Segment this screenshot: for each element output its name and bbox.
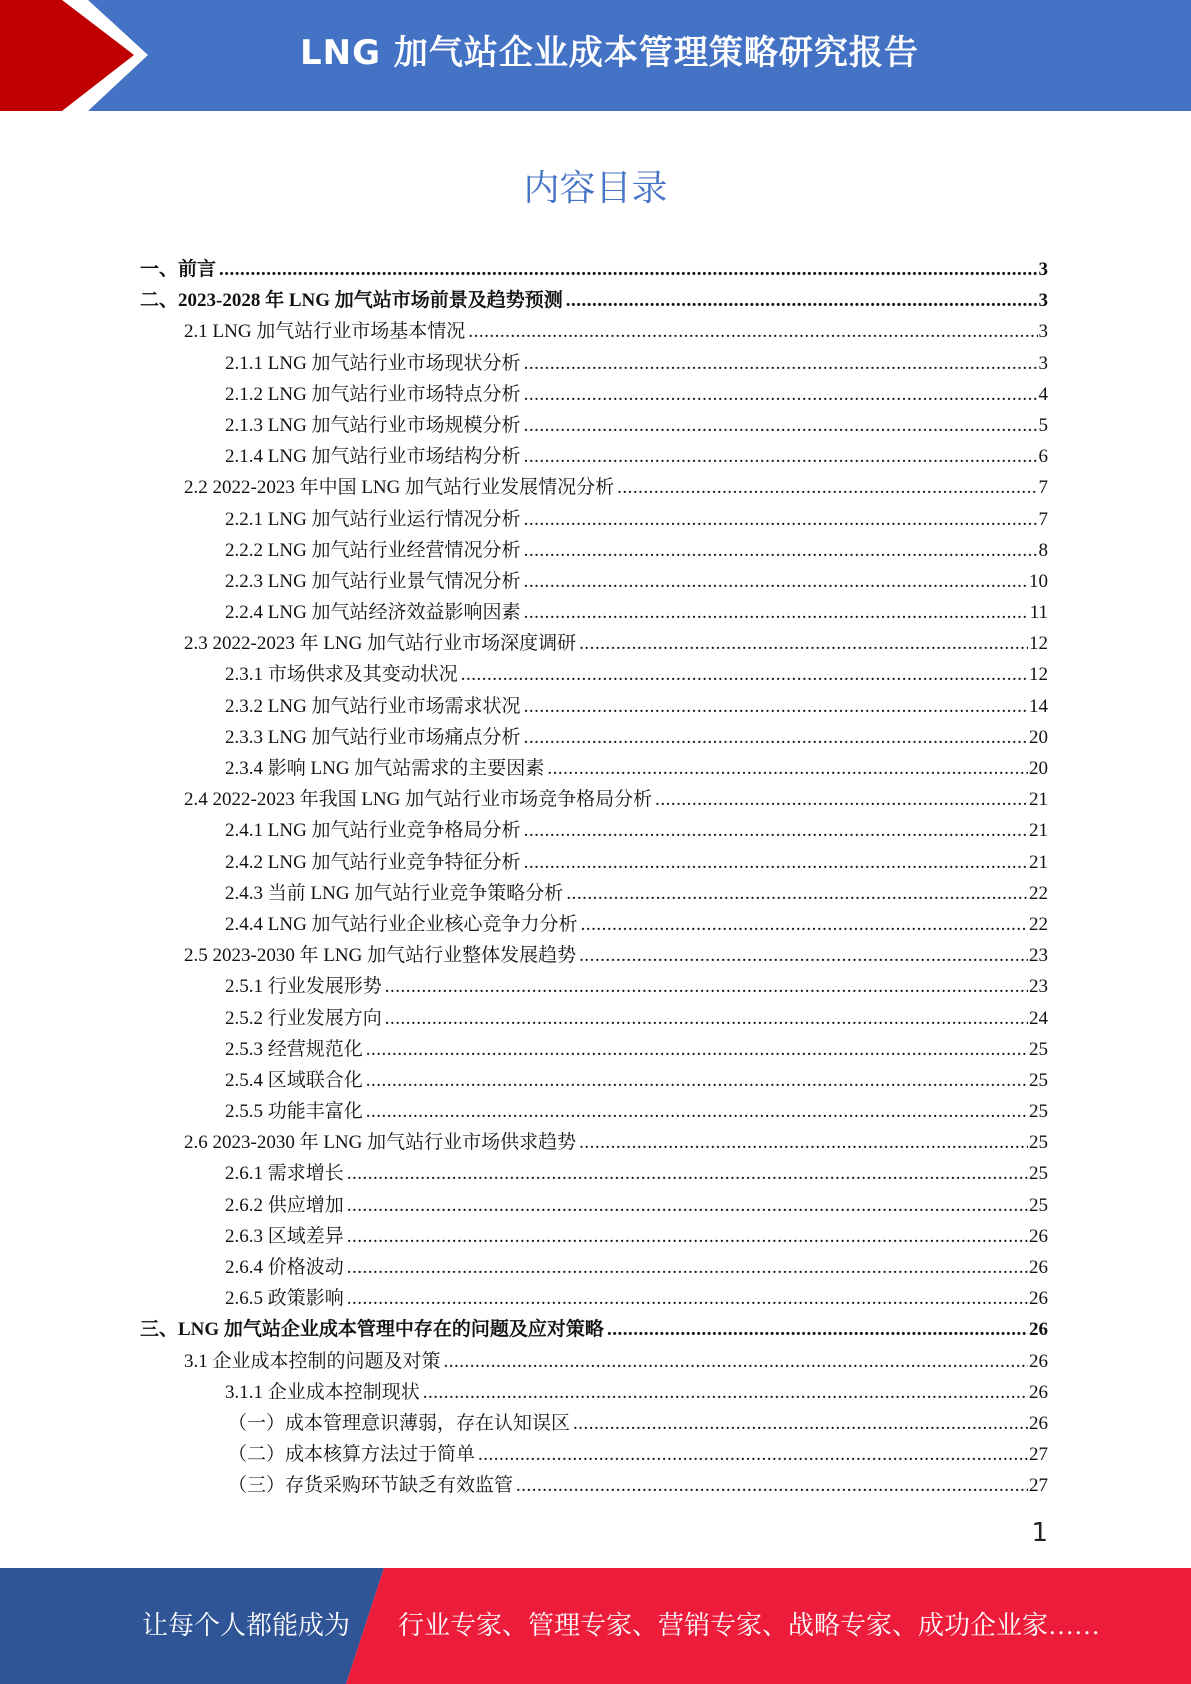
- toc-leader-dots: [524, 691, 1028, 722]
- toc-entry-label: 2.3.3 LNG 加气站行业市场痛点分析: [225, 726, 521, 748]
- toc-entry-label: 2.6.1 需求增长: [225, 1163, 344, 1185]
- toc-leader-dots: [579, 1127, 1028, 1158]
- toc-entry[interactable]: [140, 1221, 1048, 1252]
- toc-leader-dots: [566, 878, 1028, 909]
- toc-leader-dots: [347, 1252, 1028, 1283]
- toc-leader-dots: [524, 566, 1028, 597]
- toc-entry[interactable]: [140, 1314, 1048, 1345]
- toc-entry-page: 8: [1038, 539, 1048, 561]
- toc-entry-label: 2.1.4 LNG 加气站行业市场结构分析: [225, 446, 521, 468]
- table-of-contents: [140, 254, 1048, 1502]
- toc-leader-dots: [581, 909, 1028, 940]
- toc-leader-dots: [347, 1221, 1028, 1252]
- toc-entry-page: 20: [1029, 726, 1048, 748]
- toc-entry-label: 2.3 2022-2023 年 LNG 加气站行业市场深度调研: [184, 633, 577, 655]
- toc-entry-label: 3.1.1 企业成本控制现状: [225, 1381, 420, 1403]
- toc-leader-dots: [444, 1346, 1028, 1377]
- toc-entry[interactable]: [140, 1283, 1048, 1314]
- toc-entry-page: 22: [1029, 913, 1048, 935]
- toc-entry-page: 21: [1029, 820, 1048, 842]
- toc-entry-label: 2.6.5 政策影响: [225, 1288, 344, 1310]
- toc-entry-label: 2.2.4 LNG 加气站经济效益影响因素: [225, 602, 521, 624]
- toc-entry[interactable]: [140, 1096, 1048, 1127]
- toc-entry[interactable]: [140, 566, 1048, 597]
- toc-entry[interactable]: [140, 753, 1048, 784]
- toc-leader-dots: [524, 348, 1038, 379]
- toc-entry-label: 2.5 2023-2030 年 LNG 加气站行业整体发展趋势: [184, 945, 577, 967]
- toc-entry-label: 2.2 2022-2023 年中国 LNG 加气站行业发展情况分析: [184, 477, 615, 499]
- toc-entry-label: 2.6 2023-2030 年 LNG 加气站行业市场供求趋势: [184, 1132, 577, 1154]
- toc-entry-label: 2.1.1 LNG 加气站行业市场现状分析: [225, 352, 521, 374]
- toc-entry-page: 11: [1029, 602, 1048, 624]
- toc-leader-dots: [468, 316, 1037, 347]
- toc-entry[interactable]: [140, 815, 1048, 846]
- toc-entry[interactable]: [140, 410, 1048, 441]
- toc-heading: 内容目录: [523, 168, 668, 209]
- toc-entry-label: 3.1 企业成本控制的问题及对策: [184, 1350, 441, 1372]
- toc-leader-dots: [347, 1158, 1028, 1189]
- toc-entry[interactable]: [140, 1439, 1048, 1470]
- toc-entry-label: 2.6.2 供应增加: [225, 1194, 344, 1216]
- toc-entry[interactable]: [140, 628, 1048, 659]
- toc-entry-page: 26: [1029, 1350, 1048, 1372]
- toc-entry-label: 2.4.4 LNG 加气站行业企业核心竞争力分析: [225, 913, 578, 935]
- toc-entry[interactable]: [140, 316, 1048, 347]
- toc-entry-page: 25: [1029, 1163, 1048, 1185]
- toc-leader-dots: [524, 535, 1038, 566]
- toc-leader-dots: [524, 441, 1038, 472]
- toc-leader-dots: [524, 722, 1028, 753]
- toc-entry-label: 2.3.4 影响 LNG 加气站需求的主要因素: [225, 758, 545, 779]
- toc-entry-page: 26: [1029, 1257, 1048, 1278]
- toc-entry[interactable]: [140, 1377, 1048, 1408]
- toc-entry[interactable]: [140, 1065, 1048, 1096]
- toc-leader-dots: [478, 1439, 1028, 1470]
- toc-entry-page: 27: [1029, 1475, 1048, 1497]
- toc-leader-dots: [547, 753, 1028, 784]
- toc-entry[interactable]: [140, 441, 1048, 472]
- toc-entry-page: 26: [1029, 1412, 1048, 1434]
- toc-leader-dots: [423, 1377, 1028, 1408]
- toc-leader-dots: [617, 472, 1037, 503]
- toc-leader-dots: [219, 254, 1037, 285]
- toc-entry-label: 2.4.3 当前 LNG 加气站行业竞争策略分析: [225, 882, 564, 904]
- toc-entry-label: （二）成本核算方法过于简单: [228, 1444, 476, 1466]
- footer-banner: [0, 1568, 1191, 1684]
- toc-entry-page: 4: [1038, 383, 1048, 405]
- toc-entry-label: 2.6.3 区域差异: [225, 1225, 344, 1247]
- toc-entry-page: 10: [1029, 570, 1048, 592]
- toc-entry-page: 27: [1029, 1444, 1048, 1466]
- toc-entry-page: 26: [1029, 1288, 1048, 1310]
- toc-leader-dots: [524, 379, 1038, 410]
- report-title: LNG 加气站企业成本管理策略研究报告: [300, 33, 919, 73]
- toc-entry[interactable]: [140, 1034, 1048, 1065]
- toc-entry-page: 26: [1029, 1381, 1048, 1403]
- toc-leader-dots: [347, 1190, 1028, 1221]
- toc-entry[interactable]: [140, 1408, 1048, 1439]
- toc-entry[interactable]: [140, 1003, 1048, 1034]
- toc-leader-dots: [524, 504, 1038, 535]
- toc-entry-label: 2.5.4 区域联合化: [225, 1069, 363, 1091]
- toc-entry-label: 2.2.1 LNG 加气站行业运行情况分析: [225, 508, 521, 530]
- toc-entry-label: 2.5.5 功能丰富化: [225, 1101, 363, 1123]
- toc-entry-label: 2.1.2 LNG 加气站行业市场特点分析: [225, 383, 521, 405]
- toc-entry-label: 2.5.3 经营规范化: [225, 1038, 363, 1060]
- toc-entry[interactable]: [140, 1470, 1048, 1501]
- toc-leader-dots: [385, 1003, 1028, 1034]
- toc-entry-label: 二、2023-2028 年 LNG 加气站市场前景及趋势预测: [140, 290, 563, 312]
- toc-entry[interactable]: [140, 940, 1048, 971]
- toc-entry-label: 2.4.2 LNG 加气站行业竞争特征分析: [225, 851, 521, 873]
- toc-leader-dots: [524, 815, 1028, 846]
- toc-entry-label: 2.4 2022-2023 年我国 LNG 加气站行业市场竞争格局分析: [184, 789, 653, 811]
- toc-entry-page: 3: [1038, 352, 1048, 374]
- header-banner: [0, 0, 1191, 111]
- toc-entry-page: 3: [1038, 259, 1048, 280]
- toc-entry-page: 22: [1029, 882, 1048, 904]
- toc-entry-page: 25: [1029, 1194, 1048, 1216]
- toc-leader-dots: [524, 597, 1029, 628]
- footer-slogan-left: 让每个人都能成为: [142, 1611, 351, 1640]
- toc-entry-label: 2.4.1 LNG 加气站行业竞争格局分析: [225, 820, 521, 842]
- toc-entry-page: 21: [1029, 851, 1048, 873]
- toc-entry[interactable]: [140, 472, 1048, 503]
- toc-entry-label: 2.2.3 LNG 加气站行业景气情况分析: [225, 570, 521, 592]
- toc-entry-page: 25: [1029, 1069, 1048, 1091]
- toc-entry[interactable]: [140, 504, 1048, 535]
- toc-entry-label: 2.3.1 市场供求及其变动状况: [225, 664, 458, 686]
- toc-entry-page: 24: [1029, 1007, 1048, 1029]
- toc-entry-label: 2.3.2 LNG 加气站行业市场需求状况: [225, 695, 521, 717]
- toc-entry[interactable]: [140, 1252, 1048, 1283]
- toc-entry-page: 7: [1038, 477, 1048, 499]
- toc-entry-page: 12: [1029, 664, 1048, 686]
- page-number: 1: [1031, 1518, 1048, 1548]
- toc-entry-label: 2.1 LNG 加气站行业市场基本情况: [184, 321, 466, 343]
- footer-slogan-right: 行业专家、管理专家、营销专家、战略专家、成功企业家……: [398, 1611, 1101, 1640]
- toc-entry[interactable]: [140, 254, 1048, 285]
- toc-entry-page: 26: [1029, 1225, 1048, 1247]
- toc-entry[interactable]: [140, 659, 1048, 690]
- toc-leader-dots: [385, 971, 1028, 1002]
- toc-leader-dots: [366, 1096, 1028, 1127]
- toc-entry[interactable]: [140, 909, 1048, 940]
- toc-leader-dots: [566, 285, 1038, 316]
- toc-entry[interactable]: [140, 379, 1048, 410]
- toc-entry-label: 2.5.2 行业发展方向: [225, 1007, 382, 1029]
- toc-entry[interactable]: [140, 535, 1048, 566]
- toc-entry[interactable]: [140, 1190, 1048, 1221]
- toc-entry[interactable]: [140, 722, 1048, 753]
- toc-entry[interactable]: [140, 597, 1048, 628]
- toc-entry-page: 23: [1029, 976, 1048, 998]
- toc-entry-label: 2.1.3 LNG 加气站行业市场规模分析: [225, 414, 521, 436]
- toc-entry[interactable]: [140, 348, 1048, 379]
- toc-entry-page: 12: [1029, 633, 1048, 655]
- toc-entry[interactable]: [140, 878, 1048, 909]
- toc-entry-page: 25: [1029, 1038, 1048, 1060]
- toc-entry-page: 20: [1029, 758, 1048, 779]
- toc-entry-label: 一、前言: [140, 259, 217, 280]
- toc-entry[interactable]: [140, 1158, 1048, 1189]
- toc-entry[interactable]: [140, 784, 1048, 815]
- toc-entry[interactable]: [140, 1346, 1048, 1377]
- toc-entry-label: 2.2.2 LNG 加气站行业经营情况分析: [225, 539, 521, 561]
- toc-entry-label: 2.6.4 价格波动: [225, 1257, 344, 1278]
- toc-leader-dots: [516, 1470, 1028, 1501]
- toc-leader-dots: [366, 1034, 1028, 1065]
- toc-leader-dots: [461, 659, 1028, 690]
- toc-leader-dots: [524, 410, 1038, 441]
- toc-leader-dots: [573, 1408, 1028, 1439]
- toc-leader-dots: [347, 1283, 1028, 1314]
- toc-entry-label: （三）存货采购环节缺乏有效监管: [228, 1475, 514, 1497]
- toc-entry[interactable]: [140, 847, 1048, 878]
- toc-entry-page: 3: [1038, 321, 1048, 343]
- toc-entry-label: （一）成本管理意识薄弱，存在认知误区: [228, 1412, 571, 1434]
- toc-entry[interactable]: [140, 1127, 1048, 1158]
- toc-entry-page: 7: [1038, 508, 1048, 530]
- toc-entry[interactable]: [140, 691, 1048, 722]
- toc-leader-dots: [366, 1065, 1028, 1096]
- toc-leader-dots: [579, 628, 1028, 659]
- toc-entry-page: 21: [1029, 789, 1048, 811]
- toc-entry[interactable]: [140, 285, 1048, 316]
- toc-entry-page: 25: [1029, 1132, 1048, 1154]
- toc-leader-dots: [655, 784, 1028, 815]
- toc-entry-label: 2.5.1 行业发展形势: [225, 976, 382, 998]
- toc-entry-page: 5: [1038, 414, 1048, 436]
- toc-entry-page: 25: [1029, 1101, 1048, 1123]
- toc-entry-label: 三、LNG 加气站企业成本管理中存在的问题及应对策略: [140, 1319, 604, 1341]
- toc-entry-page: 3: [1038, 290, 1048, 312]
- toc-entry-page: 14: [1029, 695, 1048, 717]
- toc-leader-dots: [579, 940, 1028, 971]
- toc-entry-page: 23: [1029, 945, 1048, 967]
- toc-leader-dots: [607, 1314, 1028, 1345]
- toc-entry[interactable]: [140, 971, 1048, 1002]
- toc-entry-page: 6: [1038, 446, 1048, 468]
- toc-leader-dots: [524, 847, 1028, 878]
- toc-entry-page: 26: [1029, 1319, 1048, 1341]
